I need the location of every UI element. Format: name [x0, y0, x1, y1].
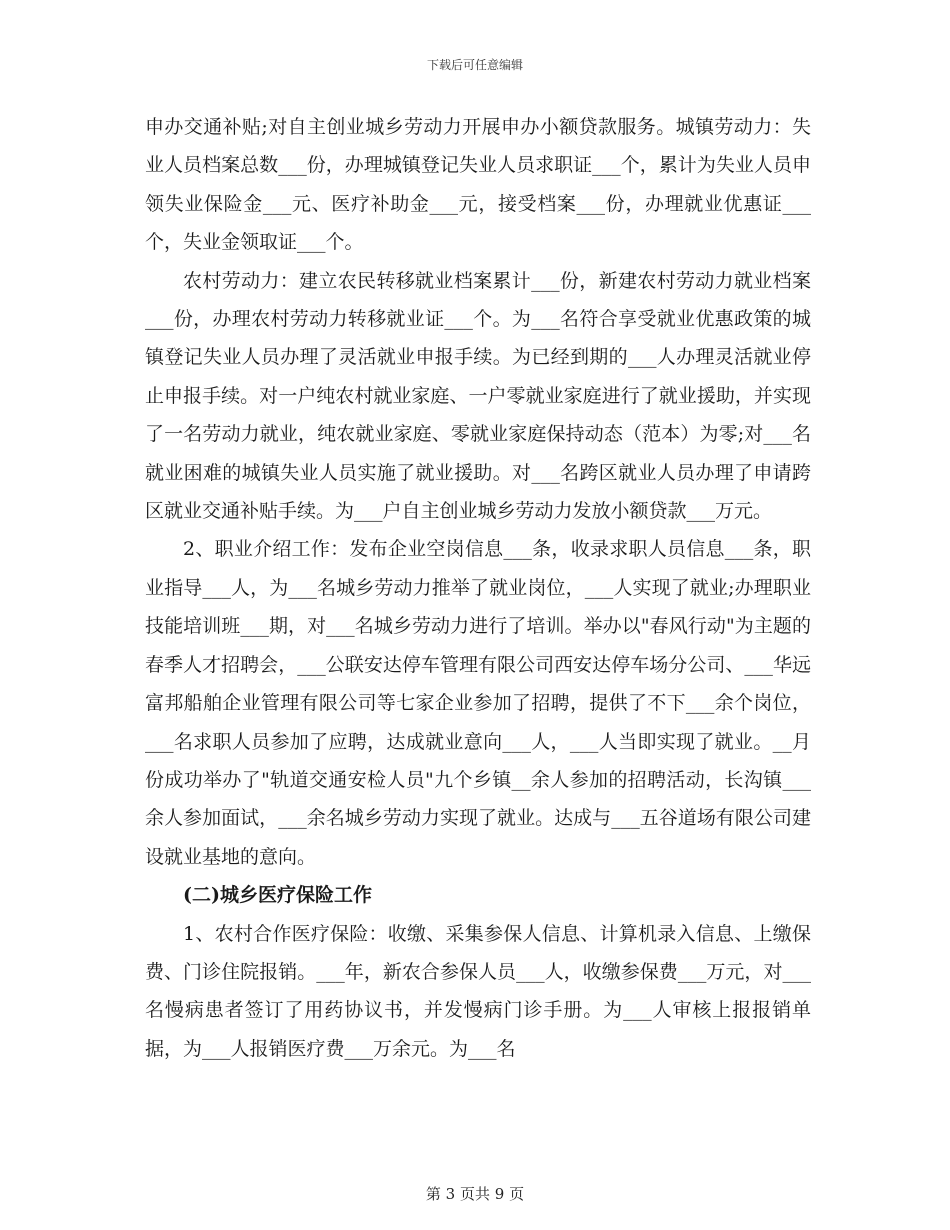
- section-heading-medical-insurance: (二)城乡医疗保险工作: [183, 884, 372, 907]
- paragraph-job-referral: 2、职业介绍工作：发布企业空岗信息___条，收录求职人员信息___条，职业指导___人，为___名城乡劳动力推举了就业岗位，___人实现了就业;办理职业技能培训班___期，对___名城乡劳动力进行了培训。举办以"春风行动"为主题的春季人才招聘会，___公联安达停车管理有限公司西安达停车场分公司、___华远富邦船舶企业管理有限公司等七家企业参加了招聘，提供了不下___余个岗位，___名求职人员参加了应聘，达成就业意向___人，___人当即实现了就业。__月份成功举办了"轨道交通安检人员"九个乡镇__余人参加的招聘活动，长沟镇___余人参加面试，___余名城乡劳动力实现了就业。达成与___五谷道场有限公司建设就业基地的意向。: [145, 538, 811, 868]
- paragraph-urban-labor: 申办交通补贴;对自主创业城乡劳动力开展申办小额贷款服务。城镇劳动力：失业人员档案总数___份，办理城镇登记失业人员求职证___个，累计为失业人员申领失业保险金___元、医疗补助金___元，接受档案___份，办理就业优惠证___个，失业金领取证___个。: [145, 116, 811, 254]
- document-body: [145, 108, 811, 1068]
- paragraph-rural-labor: 农村劳动力：建立农民转移就业档案累计___份，新建农村劳动力就业档案___份，办理农村劳动力转移就业证___个。为___名符合享受就业优惠政策的城镇登记失业人员办理了灵活就业申报手续。为已经到期的___人办理灵活就业停止申报手续。对一户纯农村就业家庭、一户零就业家庭进行了就业援助，并实现了一名劳动力就业，纯农就业家庭、零就业家庭保持动态（范本）为零;对___名就业困难的城镇失业人员实施了就业援助。对___名跨区就业人员办理了申请跨区就业交通补贴手续。为___户自主创业城乡劳动力发放小额贷款___万元。: [145, 269, 811, 523]
- paragraph-rural-cooperative-medical: 1、农村合作医疗保险：收缴、采集参保人信息、计算机录入信息、上缴保费、门诊住院报销。___年，新农合参保人员___人，收缴参保费___万元，对___名慢病患者签订了用药协议书，并发慢病门诊手册。为___人审核上报报销单据，为___人报销医疗费___万余元。为___名: [145, 922, 811, 1060]
- page-footer: 第 3 页共 9 页: [425, 1185, 525, 1203]
- page-header: 下载后可任意编辑: [426, 58, 523, 72]
